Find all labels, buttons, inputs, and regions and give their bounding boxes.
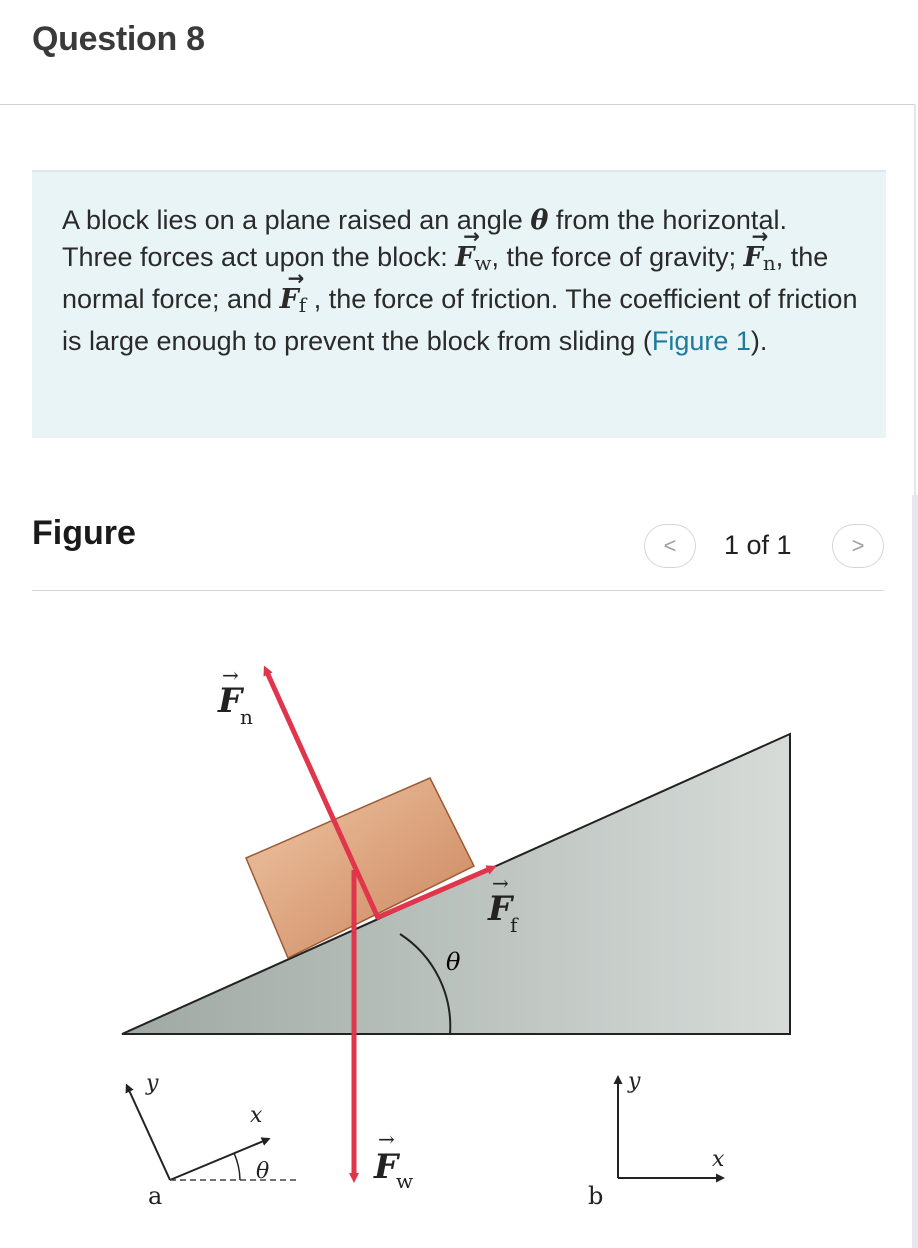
prompt-text-part: , the force of friction. The coefficient of friction is large enough to prevent the block from sliding ( <box>62 284 858 356</box>
svg-text:f: f <box>510 913 518 937</box>
angle-theta-label: θ <box>446 948 461 976</box>
normal-force-label <box>217 663 253 729</box>
svg-text:→: → <box>378 1127 395 1151</box>
force-normal-symbol: → F <box>744 240 763 276</box>
svg-text:a: a <box>148 1182 163 1210</box>
svg-text:F: F <box>374 1147 399 1187</box>
prompt-text-part: ). <box>750 326 768 356</box>
svg-text:F: F <box>488 889 513 929</box>
force-friction-subscript: f <box>298 293 307 317</box>
svg-text:→: → <box>222 663 239 687</box>
previous-figure-button[interactable] <box>644 524 696 568</box>
prompt-text-part: , the normal force; and <box>62 242 829 314</box>
force-friction-symbol: → F <box>280 282 299 318</box>
figure-divider <box>32 590 884 591</box>
header-divider <box>0 104 916 105</box>
svg-text:n: n <box>240 705 253 729</box>
panel-edge <box>914 104 916 504</box>
svg-text:x: x <box>250 1103 263 1128</box>
theta-symbol: θ <box>530 205 549 236</box>
svg-text:→: → <box>492 871 509 895</box>
svg-text:θ: θ <box>256 1159 270 1184</box>
figure-heading: Figure <box>32 514 136 552</box>
svg-text:y: y <box>146 1071 159 1096</box>
question-title: Question 8 <box>32 20 205 58</box>
figure-link[interactable]: Figure 1 <box>651 326 751 356</box>
force-normal-subscript: n <box>762 251 776 275</box>
tilted-coordinate-axes-a <box>128 1071 300 1210</box>
figure-pager-count: 1 of 1 <box>724 530 792 560</box>
question-prompt-box <box>32 170 886 438</box>
weight-force-label <box>373 1127 413 1193</box>
chevron-left-icon: < <box>663 533 677 558</box>
svg-text:b: b <box>588 1182 604 1210</box>
svg-text:w: w <box>396 1169 414 1193</box>
prompt-text-part: A block lies on a plane raised an angle <box>62 205 531 235</box>
prompt-text-part: from the horizontal. Three forces act upon the block: <box>62 205 787 272</box>
incline-force-diagram <box>0 600 918 1240</box>
svg-text:x: x <box>712 1147 725 1172</box>
force-weight-subscript: w <box>474 251 492 275</box>
upright-coordinate-axes-b <box>588 1069 725 1210</box>
chevron-right-icon: > <box>851 533 865 558</box>
svg-text:F: F <box>218 681 243 721</box>
next-figure-button[interactable] <box>832 524 884 568</box>
svg-text:y: y <box>628 1069 641 1094</box>
question-prompt-text <box>62 202 862 359</box>
force-weight-symbol: → F <box>455 240 474 276</box>
prompt-text-part: , the force of gravity; <box>491 242 744 272</box>
